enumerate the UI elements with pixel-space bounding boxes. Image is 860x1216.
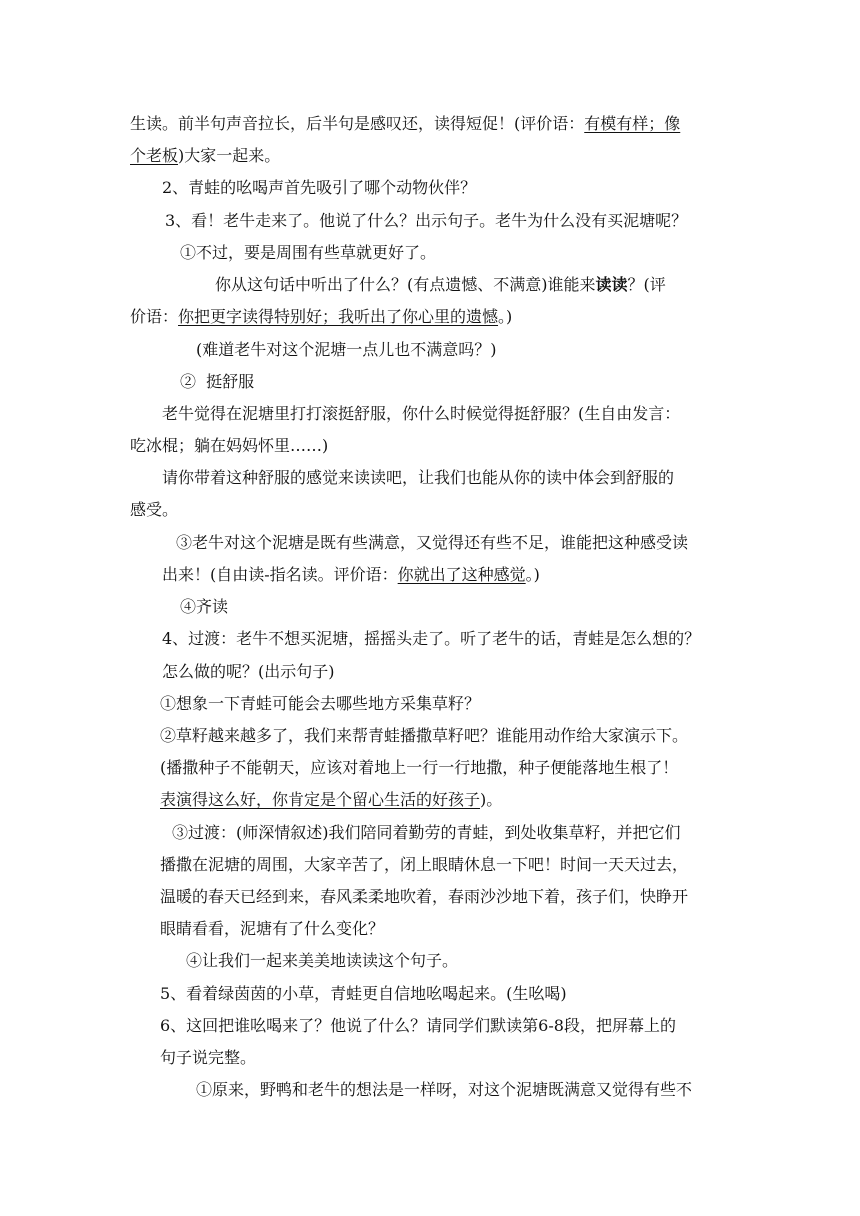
- text-run: 6、这回把谁吆喝来了？他说了什么？请同学们默读第6-8段，把屏幕上的: [160, 1016, 676, 1035]
- text-run: ②草籽越来越多了，我们来帮青蛙播撒草籽吧？谁能用动作给大家演示下。: [160, 726, 689, 745]
- text-run: (难道老牛对这个泥塘一点儿也不满意吗？): [196, 340, 497, 359]
- text-run: 3、看！老牛走来了。他说了什么？出示句子。老牛为什么没有买泥塘呢？: [165, 211, 688, 230]
- evaluation-phrase: 有模有样；像: [584, 114, 681, 133]
- text-run: 温暖的春天已经到来，春风柔柔地吹着，春雨沙沙地下着，孩子们，快睁开: [160, 887, 689, 906]
- sub-item: [160, 688, 732, 720]
- text-run: )大家一起来。: [178, 146, 281, 165]
- evaluation-phrase: 你就出了这种感觉: [397, 565, 526, 584]
- text-run: 生读。前半句声音拉长，后半句是感叹还，读得短促！(评价语：: [130, 114, 585, 133]
- text-line: [162, 398, 732, 430]
- sub-item: [180, 366, 732, 398]
- text-run: 2、青蛙的吆喝声首先吸引了哪个动物伙伴？: [162, 178, 477, 197]
- list-item: [160, 978, 732, 1010]
- text-run: 你从这句话中听出了什么？(有点遗憾、不满意)谁能来: [215, 275, 596, 294]
- text-run: ①想象一下青蛙可能会去哪些地方采集草籽？: [160, 694, 481, 713]
- sub-item: [176, 527, 732, 559]
- sub-item: [196, 1074, 732, 1106]
- text-run: 感受。: [130, 500, 179, 519]
- text-line: [130, 108, 732, 140]
- text-run: 请你带着这种舒服的感觉来读读吧，让我们也能从你的读中体会到舒服的: [162, 468, 675, 487]
- text-line: [160, 752, 732, 784]
- text-run: 。): [498, 307, 513, 326]
- text-line: [162, 656, 732, 688]
- list-item: [160, 1010, 732, 1042]
- sub-item: [186, 945, 732, 977]
- text-run: ①原来，野鸭和老牛的想法是一样呀，对这个泥塘既满意又觉得有些不: [196, 1080, 693, 1099]
- text-run: 老牛觉得在泥塘里打打滚挺舒服，你什么时候觉得挺舒服？(生自由发言：: [162, 404, 681, 423]
- text-run: 吃冰棍；躺在妈妈怀里……): [130, 436, 329, 455]
- text-run: 出来！(自由读-指名读。评价语：: [162, 565, 398, 584]
- text-line: [160, 913, 732, 945]
- bold-phrase: 读读: [595, 275, 628, 294]
- list-item: [162, 623, 732, 655]
- text-run: 。): [525, 565, 540, 584]
- text-run: (播撒种子不能朝天，应该对着地上一行一行地撒，种子便能落地生根了！: [160, 758, 679, 777]
- text-run: ③过渡：(师深情叙述)我们陪同着勤劳的青蛙，到处收集草籽，并把它们: [172, 823, 681, 842]
- text-line: [130, 494, 732, 526]
- text-run: ② 挺舒服: [180, 372, 255, 391]
- evaluation-phrase: 表演得这么好，你肯定是个留心生活的好孩子: [160, 790, 481, 809]
- sub-item: [180, 591, 732, 623]
- text-run: 句子说完整。: [160, 1048, 257, 1067]
- text-line: [130, 301, 732, 333]
- text-line: [162, 462, 732, 494]
- text-run: ④齐读: [180, 597, 229, 616]
- text-line: [196, 334, 732, 366]
- text-run: 价语：: [130, 307, 179, 326]
- text-run: 播撒在泥塘的周围，大家辛苦了，闭上眼睛休息一下吧！时间一天天过去，: [160, 855, 689, 874]
- sub-item: [180, 237, 732, 269]
- text-line: [130, 140, 732, 172]
- text-run: ？(评: [627, 275, 666, 294]
- sub-item: [172, 817, 732, 849]
- list-item: [162, 172, 732, 204]
- list-item: [165, 205, 732, 237]
- text-run: ③老牛对这个泥塘是既有些满意，又觉得还有些不足，谁能把这种感受读: [176, 533, 689, 552]
- text-run: 5、看着绿茵茵的小草，青蛙更自信地吆喝起来。(生吆喝): [160, 984, 567, 1003]
- text-run: ④让我们一起来美美地读读这个句子。: [186, 951, 459, 970]
- text-line: [160, 849, 732, 881]
- text-run: ①不过，要是周围有些草就更好了。: [180, 243, 437, 262]
- evaluation-phrase: 个老板: [130, 146, 179, 165]
- text-line: [215, 269, 732, 301]
- text-line: [160, 784, 732, 816]
- text-line: [162, 559, 732, 591]
- text-run: 怎么做的呢？(出示句子): [162, 662, 335, 681]
- text-run: )。: [480, 790, 503, 809]
- text-line: [160, 1042, 732, 1074]
- evaluation-phrase: 你把更字读得特别好；我听出了你心里的遗憾: [178, 307, 499, 326]
- text-line: [130, 430, 732, 462]
- text-line: [160, 881, 732, 913]
- text-run: 眼睛看看，泥塘有了什么变化？: [160, 919, 385, 938]
- sub-item: [160, 720, 732, 752]
- text-run: 4、过渡：老牛不想买泥塘，摇摇头走了。听了老牛的话，青蛙是怎么想的？: [162, 629, 701, 648]
